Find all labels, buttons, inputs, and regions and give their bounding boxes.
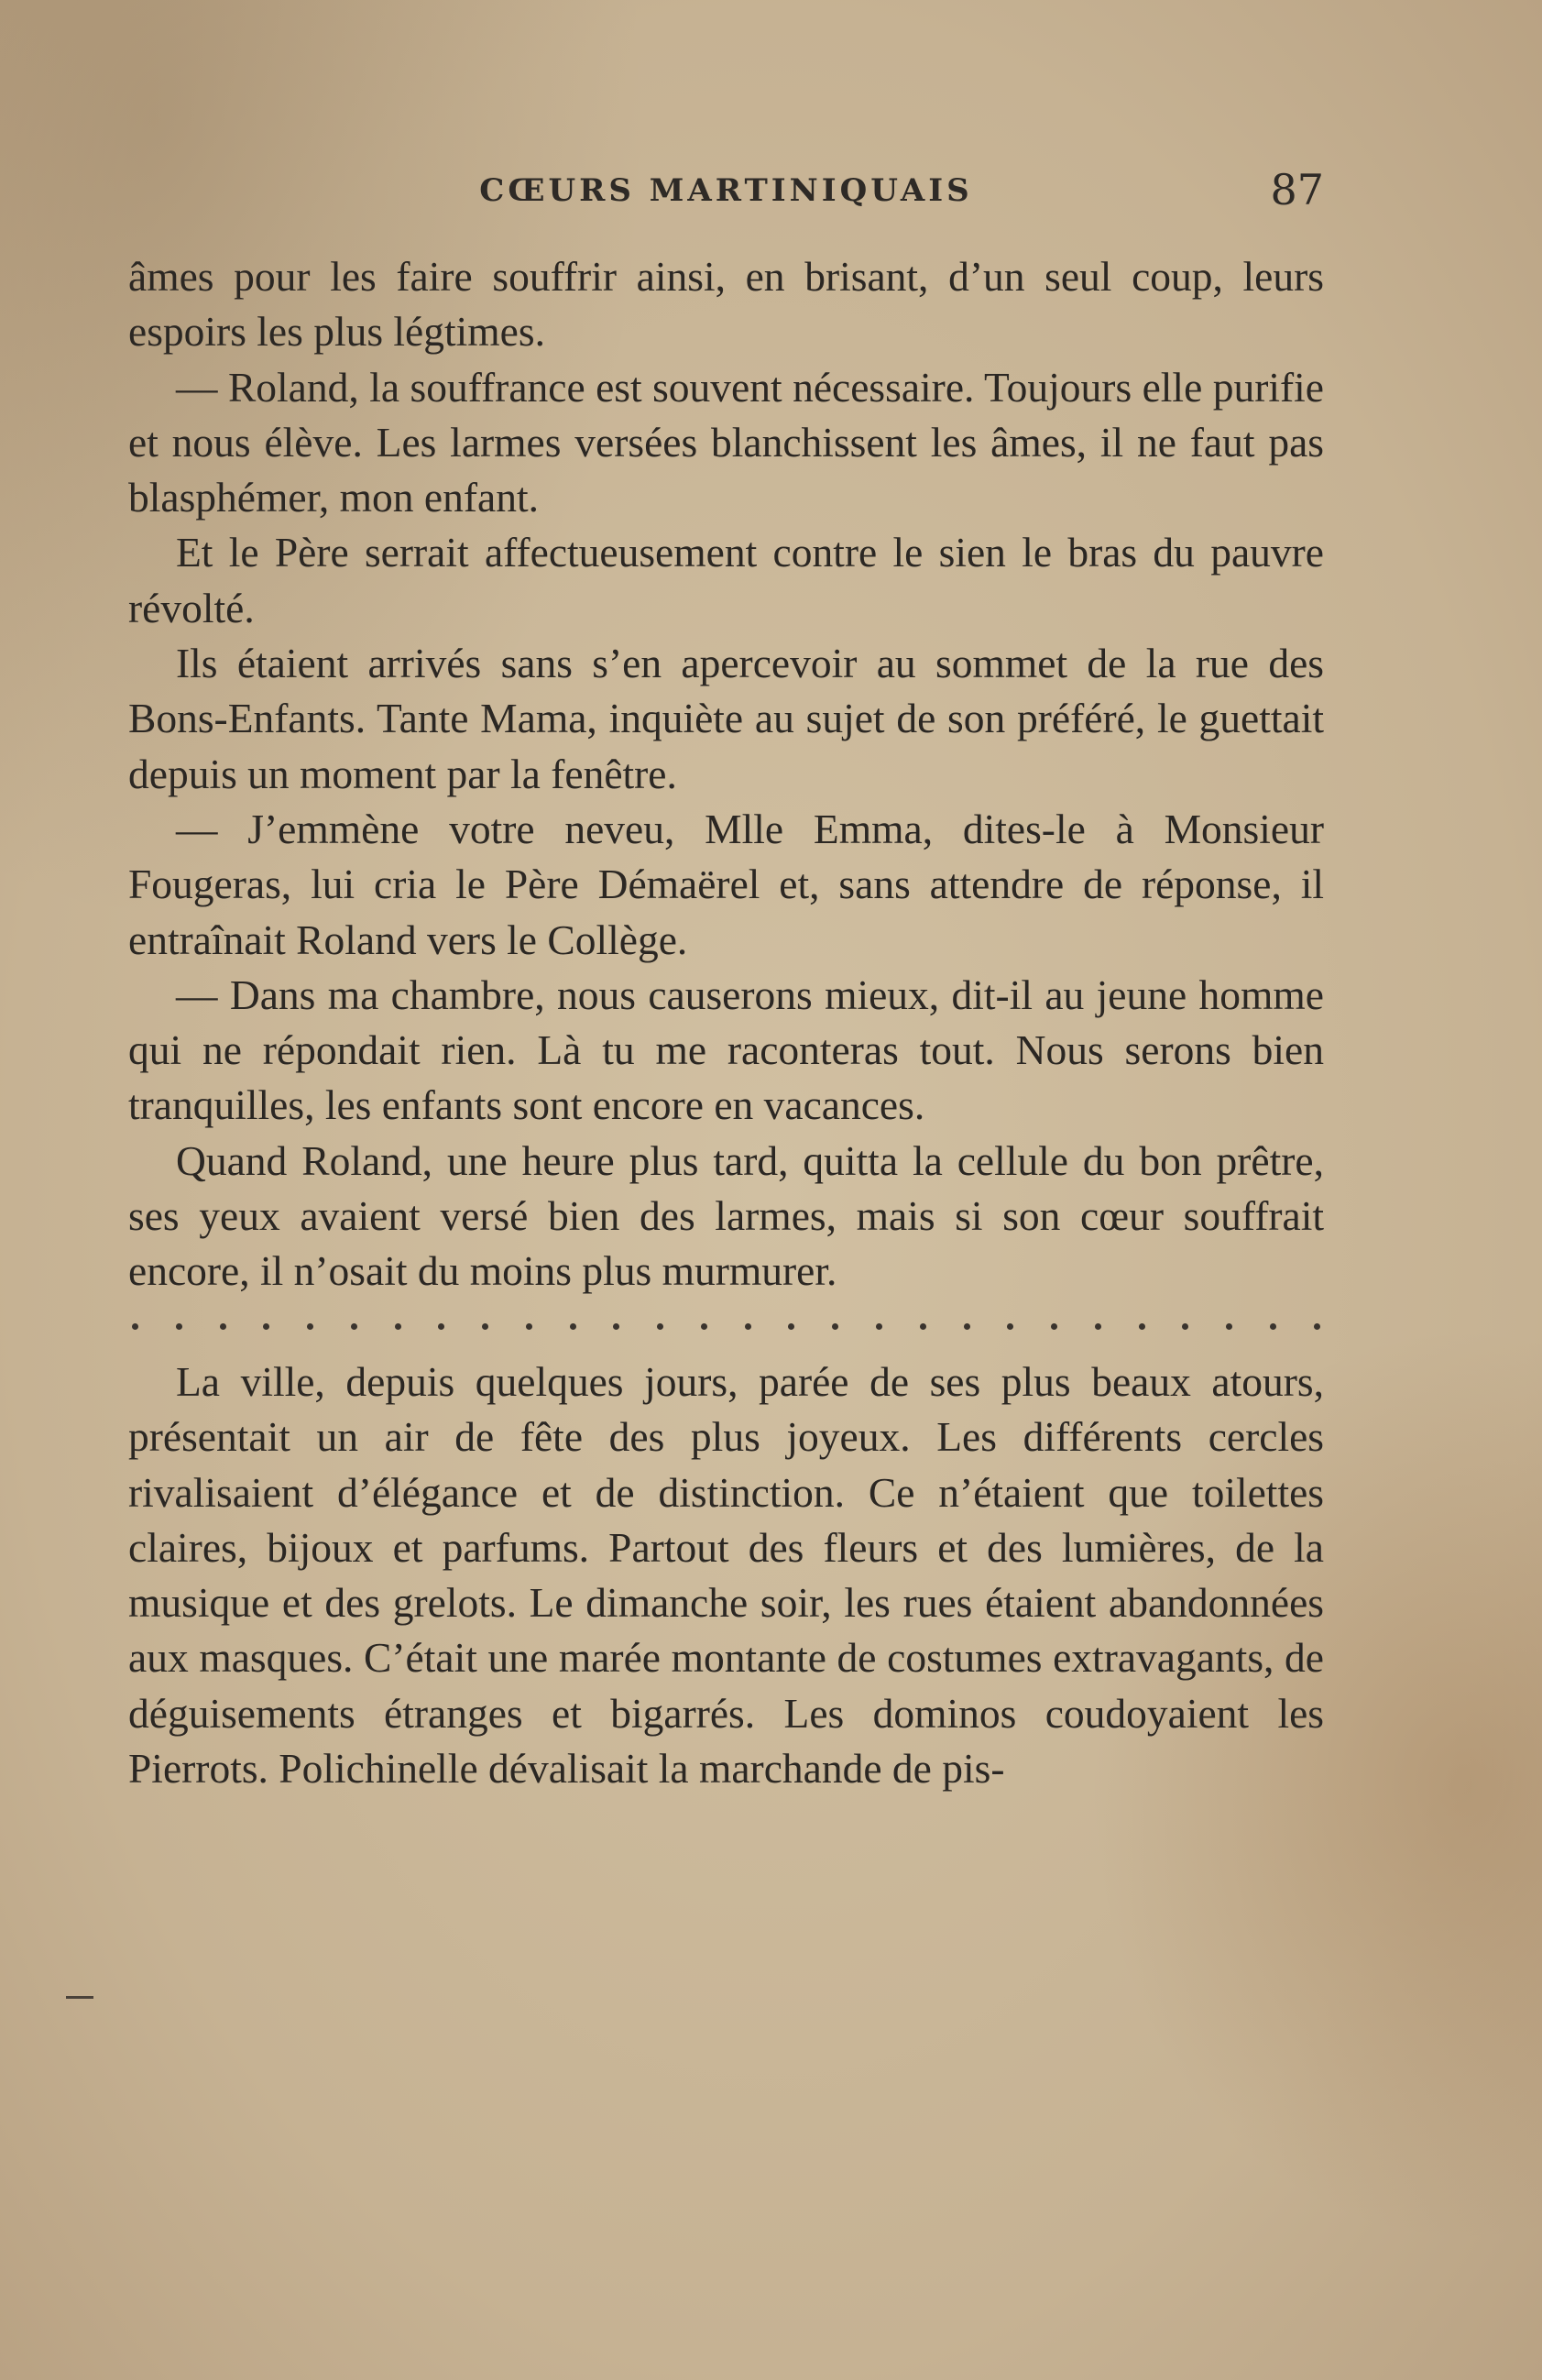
paragraph-2: — Roland, la souffrance est souvent nécessaire. Toujours elle purifie et nous élève. Les larmes versées blanchissent les âmes, il ne faut pas blasphémer, mon enfant.: [128, 363, 1324, 521]
paragraph-7: Quand Roland, une heure plus tard, quitta la cellule du bon prêtre, ses yeux avaient versé bien des larmes, mais si son cœur souffrait encore, il n’osait du moins plus murmurer.: [128, 1136, 1324, 1295]
paragraph-3: Et le Père serrait affectueusement contre le sien le bras du pauvre révolté.: [128, 529, 1324, 631]
paragraph-6: — Dans ma chambre, nous causerons mieux, dit-il au jeune homme qui ne répondait rien. Là tu me raconteras tout. Nous serons bien tranquilles, les enfants sont encore en vacances.: [128, 971, 1324, 1129]
running-title: CŒURS MARTINIQUAIS: [479, 172, 973, 209]
paragraph-1: âmes pour les faire souffrir ainsi, en brisant, d’un seul coup, leurs espoirs les plus légtimes.: [128, 253, 1324, 356]
body-text: [128, 249, 1324, 1796]
page-number: 87: [1270, 165, 1324, 214]
paragraph-8: La ville, depuis quelques jours, parée de ses plus beaux atours, présentait un air de fête des plus joyeux. Les différents cercles rivalisaient d’élégance et de distinction. Ce n’étaient que toilettes claires, bijoux et parfums. Partout des fleurs et des lumières, de la musique et des grelots. Le dimanche soir, les rues étaient abandonnées aux masques. C’était une marée montante de costumes extravagants, de déguisements étranges et bigarrés. Les dominos coudoyaient les Pierrots. Polichinelle dévalisait la marchande de pis-: [128, 1357, 1324, 1793]
paragraph-5: — J’emmène votre neveu, Mlle Emma, dites-le à Monsieur Fougeras, lui cria le Père Démaërel et, sans attendre de réponse, il entraînait Roland vers le Collège.: [128, 805, 1324, 963]
paragraph-4: Ils étaient arrivés sans s’en apercevoir au sommet de la rue des Bons-Enfants. Tante Mama, inquiète au sujet de son préféré, le guettait depuis un moment par la fenêtre.: [128, 640, 1324, 797]
section-separator-dots: [128, 1300, 1324, 1355]
margin-dash-mark: [66, 1996, 93, 1999]
page-header: [128, 165, 1324, 220]
